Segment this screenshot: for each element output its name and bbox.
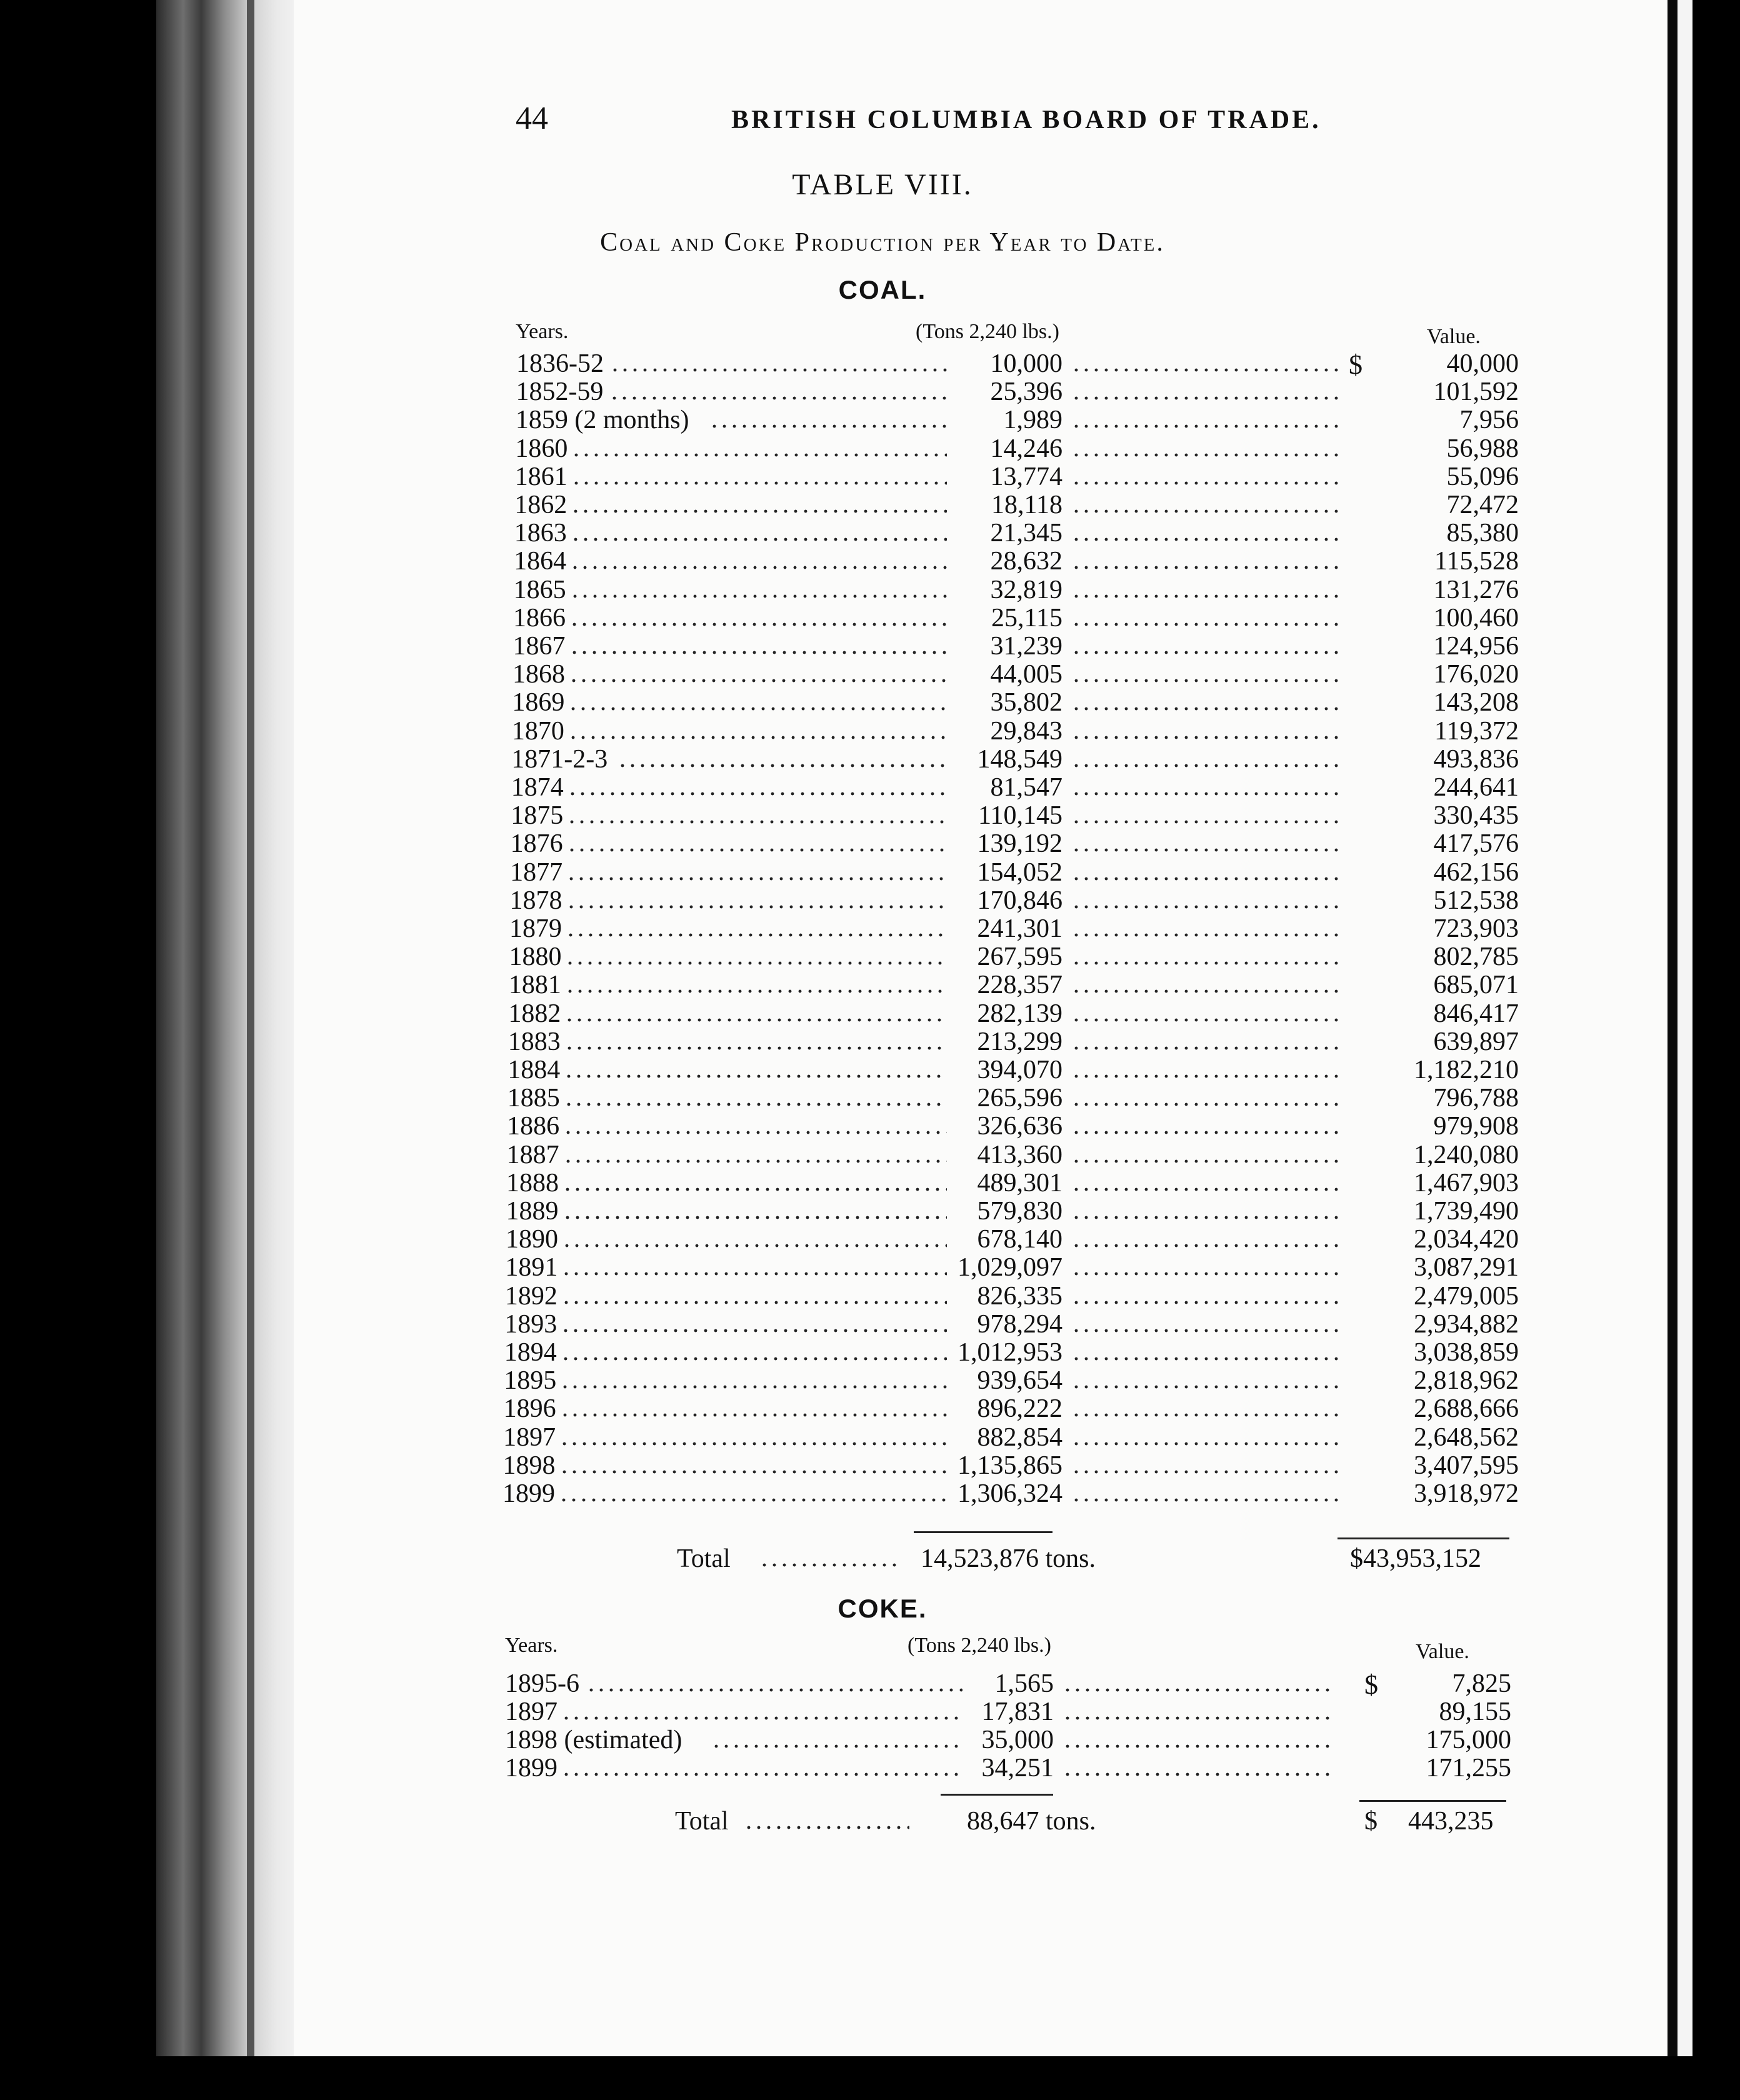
coal-value-cell: 512,538 [1433, 886, 1519, 915]
coal-tons-cell: 978,294 [977, 1309, 1062, 1339]
coal-table-row [0, 575, 1740, 602]
coal-year-cell: 1896 [503, 1394, 556, 1424]
coal-tons-cell: 148,549 [977, 744, 1062, 774]
coal-year-cell: 1860 [515, 434, 568, 463]
coal-year-cell: 1883 [508, 1027, 561, 1056]
coke-total-currency: $ [1364, 1807, 1378, 1836]
coal-table-row [0, 1394, 1740, 1424]
coke-tons-cell: 35,000 [981, 1726, 1054, 1754]
leader-dots [571, 481, 947, 486]
leader-dots [566, 932, 947, 938]
coal-year-cell: 1875 [511, 801, 564, 831]
leader-dots [1071, 1328, 1342, 1333]
coal-year-cell: 1859 (2 months) [515, 406, 689, 435]
leader-dots [1071, 594, 1342, 599]
coal-value-cell: 493,836 [1433, 744, 1519, 774]
coal-value-cell: 7,956 [1459, 406, 1519, 435]
leader-dots [564, 1046, 947, 1051]
coal-value-cell: 2,688,666 [1414, 1394, 1519, 1424]
coal-table-row [0, 1196, 1740, 1224]
coal-year-cell: 1876 [510, 829, 563, 859]
leader-dots [561, 1271, 947, 1276]
coal-tons-cell: 10,000 [990, 349, 1062, 378]
leader-dots [569, 678, 947, 683]
leader-dots [1071, 1215, 1342, 1220]
leader-dots [571, 452, 947, 458]
leader-dots [566, 904, 947, 909]
leader-dots [561, 1300, 947, 1305]
coal-value-cell: 124,956 [1433, 632, 1519, 661]
coal-value-cell: 3,038,859 [1414, 1338, 1519, 1367]
coal-tons-cell: 44,005 [990, 660, 1062, 689]
coal-value-cell: 979,908 [1433, 1112, 1519, 1141]
coal-value-cell: 85,380 [1446, 519, 1519, 548]
coal-tons-cell: 213,299 [977, 1027, 1062, 1056]
coal-value-cell: 2,479,005 [1414, 1281, 1519, 1311]
leader-dots [1071, 1130, 1342, 1135]
coal-table-row [0, 1083, 1740, 1111]
coal-value-cell: 2,818,962 [1414, 1366, 1519, 1396]
coal-year-cell: 1868 [512, 660, 565, 689]
leader-dots [560, 1384, 947, 1389]
leader-dots [609, 396, 947, 401]
coal-year-cell: 1836-52 [516, 349, 604, 378]
coal-year-cell: 1862 [514, 491, 568, 519]
leader-dots [1071, 791, 1342, 796]
leader-dots [564, 1074, 947, 1079]
coal-table-row [0, 377, 1740, 407]
coke-col-years: Years. [505, 1634, 558, 1657]
coal-table-row [0, 1055, 1740, 1082]
leader-dots [1071, 706, 1342, 711]
coke-total-value: 443,235 [1408, 1807, 1494, 1836]
leader-dots [1071, 650, 1342, 655]
coal-table-row [0, 546, 1740, 574]
leader-dots [1071, 396, 1342, 401]
leader-dots [1071, 537, 1342, 542]
coal-table-row [0, 914, 1740, 941]
coke-tons-total-rule [941, 1794, 1053, 1796]
coke-table-row [0, 1753, 1740, 1781]
coal-table-row [0, 405, 1740, 435]
leader-dots [1071, 876, 1342, 881]
leader-dots [1071, 1102, 1342, 1107]
coke-year-cell: 1897 [505, 1698, 558, 1726]
scan-border [0, 2056, 1740, 2100]
coal-total-label: Total [677, 1544, 731, 1573]
coal-currency-symbol: $ [1349, 349, 1362, 380]
coal-tons-cell: 35,802 [990, 688, 1062, 718]
leader-dots [1071, 961, 1342, 966]
coal-value-cell: 119,372 [1434, 716, 1519, 746]
coal-value-cell: 330,435 [1433, 801, 1519, 831]
coal-year-cell: 1898 [502, 1451, 556, 1480]
leader-dots [1071, 1300, 1342, 1305]
leader-dots [1071, 424, 1342, 429]
coal-value-cell: 639,897 [1433, 1027, 1519, 1056]
coke-year-cell: 1895-6 [505, 1669, 579, 1698]
leader-dots [1062, 1716, 1332, 1721]
leader-dots [569, 650, 948, 655]
coal-value-cell: 115,528 [1434, 547, 1519, 576]
coal-total-value: $43,953,152 [1350, 1544, 1481, 1573]
coal-table-row [0, 518, 1740, 546]
coal-col-tons: (Tons 2,240 lbs.) [916, 320, 1059, 343]
running-title: BRITISH COLUMBIA BOARD OF TRADE. [731, 106, 1321, 134]
leader-dots [1071, 819, 1342, 824]
table-title: TABLE VIII. [792, 168, 973, 201]
leader-dots [559, 1469, 947, 1474]
leader-dots [1071, 932, 1342, 938]
leader-dots [565, 989, 947, 994]
coal-tons-cell: 21,345 [990, 519, 1062, 548]
coal-table-row [0, 349, 1740, 380]
coal-value-cell: 244,641 [1433, 773, 1519, 802]
coal-value-cell: 101,592 [1433, 378, 1519, 407]
coal-table-row [0, 659, 1740, 687]
coal-tons-cell: 394,070 [977, 1056, 1062, 1084]
coal-value-cell: 3,087,291 [1414, 1253, 1519, 1282]
running-head [0, 100, 1740, 144]
coal-year-cell: 1897 [503, 1422, 556, 1452]
coal-year-cell: 1885 [507, 1084, 560, 1113]
coal-table-row [0, 999, 1740, 1026]
coal-tons-cell: 228,357 [977, 971, 1062, 1000]
leader-dots [564, 1018, 947, 1022]
coke-table-row [0, 1725, 1740, 1752]
leader-dots [1062, 1744, 1332, 1749]
coal-year-cell: 1871-2-3 [511, 744, 608, 774]
leader-dots [567, 848, 947, 852]
leader-dots [1071, 622, 1342, 627]
coke-total-tons: 88,647 tons. [967, 1807, 1096, 1836]
leader-dots [610, 368, 947, 372]
coal-heading: COAL. [838, 275, 927, 304]
coke-value-cell: 175,000 [1426, 1726, 1511, 1754]
coal-tons-cell: 154,052 [977, 858, 1062, 887]
coal-col-value: Value. [1427, 325, 1481, 348]
leader-dots [561, 1328, 947, 1333]
coal-table-row [0, 1168, 1740, 1196]
coal-year-cell: 1880 [509, 942, 562, 972]
coke-tons-cell: 1,565 [994, 1669, 1054, 1698]
leader-dots [1071, 1441, 1342, 1446]
coal-year-cell: 1879 [509, 914, 562, 943]
leader-dots [1071, 509, 1342, 514]
coal-tons-cell: 13,774 [990, 462, 1062, 491]
coal-value-cell: 1,467,903 [1414, 1168, 1519, 1198]
leader-dots [568, 791, 947, 796]
coal-tons-cell: 282,139 [977, 999, 1062, 1028]
leader-dots [1071, 368, 1342, 372]
coke-value-cell: 171,255 [1426, 1754, 1511, 1782]
coke-total-dots [744, 1825, 909, 1830]
coal-table-row [0, 603, 1740, 631]
coal-year-cell: 1865 [513, 575, 566, 604]
coal-table-row [0, 688, 1740, 718]
coal-value-cell: 1,240,080 [1414, 1140, 1519, 1169]
leader-dots [563, 1130, 947, 1135]
coal-value-cell: 2,648,562 [1414, 1422, 1519, 1452]
table-subtitle: Coal and Coke Production per Year to Date. [600, 228, 1165, 257]
coal-year-cell: 1861 [514, 462, 568, 491]
coal-value-cell: 40,000 [1446, 349, 1519, 378]
coke-year-cell: 1898 (estimated) [505, 1726, 682, 1754]
coal-table-row [0, 801, 1740, 831]
coal-tons-cell: 1,989 [1003, 406, 1062, 435]
coal-value-cell: 55,096 [1446, 462, 1519, 491]
coal-year-cell: 1881 [508, 971, 561, 1000]
coal-tons-cell: 170,846 [977, 886, 1062, 915]
coal-table-row [0, 858, 1740, 885]
coal-tons-cell: 579,830 [977, 1197, 1062, 1226]
leader-dots [568, 735, 947, 740]
coal-year-cell: 1852-59 [516, 378, 604, 407]
coal-tons-cell: 267,595 [977, 942, 1062, 972]
coal-tons-cell: 1,306,324 [958, 1479, 1062, 1508]
coal-tons-cell: 25,396 [990, 378, 1062, 407]
leader-dots [1071, 989, 1342, 994]
coal-value-total-rule [1338, 1538, 1509, 1539]
coal-tons-cell: 489,301 [977, 1168, 1062, 1198]
coal-total-dots [759, 1562, 900, 1568]
coal-year-cell: 1874 [511, 773, 564, 802]
coke-table-row [0, 1669, 1740, 1700]
leader-dots [1071, 1271, 1342, 1276]
coal-value-cell: 100,460 [1433, 603, 1519, 632]
coal-value-cell: 3,918,972 [1414, 1479, 1519, 1508]
coke-heading: COKE. [838, 1594, 928, 1623]
leader-dots [1071, 1074, 1342, 1079]
coal-value-cell: 802,785 [1433, 942, 1519, 972]
coal-table-row [0, 1422, 1740, 1450]
leader-dots [568, 706, 947, 711]
coke-value-cell: 7,825 [1452, 1669, 1511, 1698]
coke-currency-symbol: $ [1364, 1669, 1378, 1700]
leader-dots [1071, 1412, 1342, 1418]
coal-year-cell: 1863 [514, 519, 567, 548]
coal-tons-cell: 14,246 [990, 434, 1062, 463]
leader-dots [569, 622, 947, 627]
coal-year-cell: 1867 [512, 632, 566, 661]
coal-tons-cell: 81,547 [990, 773, 1062, 802]
coal-table-row [0, 1338, 1740, 1365]
coal-year-cell: 1882 [508, 999, 561, 1028]
coal-value-cell: 3,407,595 [1414, 1451, 1519, 1480]
coal-table-row [0, 1309, 1740, 1337]
coke-value-total-rule [1359, 1800, 1506, 1802]
coal-value-cell: 723,903 [1433, 914, 1519, 943]
coal-table-row [0, 490, 1740, 518]
coal-value-cell: 1,182,210 [1414, 1056, 1519, 1084]
coal-year-cell: 1894 [504, 1338, 557, 1367]
coke-year-cell: 1899 [505, 1754, 558, 1782]
leader-dots [1071, 904, 1342, 909]
coal-value-cell: 56,988 [1446, 434, 1519, 463]
coal-year-cell: 1893 [504, 1309, 558, 1339]
coal-tons-cell: 32,819 [990, 575, 1062, 604]
coal-tons-cell: 31,239 [990, 632, 1062, 661]
leader-dots [559, 1441, 947, 1446]
coal-value-cell: 462,156 [1433, 858, 1519, 887]
coal-year-cell: 1890 [505, 1225, 558, 1254]
coal-value-cell: 72,472 [1446, 491, 1519, 519]
coal-table-row [0, 434, 1740, 461]
coal-year-cell: 1895 [504, 1366, 557, 1396]
coal-year-cell: 1877 [510, 858, 563, 887]
coal-table-row [0, 744, 1740, 772]
coal-tons-cell: 265,596 [977, 1084, 1062, 1113]
coal-tons-cell: 882,854 [977, 1422, 1062, 1452]
coal-tons-cell: 29,843 [990, 716, 1062, 746]
coke-tons-cell: 17,831 [981, 1698, 1054, 1726]
coal-table-row [0, 1281, 1740, 1309]
leader-dots [1071, 1469, 1342, 1474]
leader-dots [570, 594, 947, 599]
coke-total-label: Total [675, 1807, 729, 1836]
leader-dots [1071, 565, 1342, 570]
leader-dots [565, 961, 947, 966]
coal-tons-cell: 28,632 [990, 547, 1062, 576]
coal-tons-cell: 139,192 [977, 829, 1062, 859]
coal-tons-cell: 826,335 [977, 1281, 1062, 1311]
coal-table-row [0, 716, 1740, 744]
coke-value-cell: 89,155 [1439, 1698, 1511, 1726]
leader-dots [1071, 1356, 1342, 1361]
leader-dots [618, 763, 947, 768]
coal-table-row [0, 1479, 1740, 1506]
leader-dots [562, 1243, 947, 1248]
leader-dots [561, 1356, 947, 1361]
coal-total-tons: 14,523,876 tons. [921, 1544, 1096, 1573]
coal-year-cell: 1899 [502, 1479, 555, 1508]
coal-year-cell: 1864 [514, 547, 567, 576]
coal-tons-cell: 25,115 [991, 603, 1062, 632]
coal-table-row [0, 1252, 1740, 1280]
coal-col-years: Years. [516, 320, 569, 343]
leader-dots [1071, 1243, 1342, 1248]
coal-year-cell: 1889 [506, 1197, 559, 1226]
coal-value-cell: 131,276 [1433, 575, 1519, 604]
coke-table-row [0, 1697, 1740, 1724]
coal-year-cell: 1892 [504, 1281, 558, 1311]
coal-year-cell: 1866 [513, 603, 566, 632]
coal-table-row [0, 1224, 1740, 1252]
coal-table-row [0, 772, 1740, 800]
coal-tons-total-rule [914, 1531, 1052, 1533]
coal-year-cell: 1884 [508, 1056, 561, 1084]
coal-table-row [0, 631, 1740, 659]
leader-dots [571, 509, 947, 514]
coal-tons-cell: 896,222 [977, 1394, 1062, 1424]
leader-dots [566, 876, 947, 881]
coal-table-row [0, 1027, 1740, 1054]
leader-dots [1071, 481, 1342, 486]
coal-table-row [0, 942, 1740, 972]
leader-dots [1071, 1384, 1342, 1389]
leader-dots [1071, 1018, 1342, 1022]
coal-value-cell: 143,208 [1433, 688, 1519, 718]
coke-col-value: Value. [1416, 1640, 1469, 1663]
coal-value-cell: 417,576 [1433, 829, 1519, 859]
leader-dots [564, 1102, 947, 1107]
coal-year-cell: 1891 [505, 1253, 558, 1282]
leader-dots [1071, 763, 1342, 768]
coal-year-cell: 1869 [512, 688, 565, 718]
coke-col-tons: (Tons 2,240 lbs.) [908, 1634, 1051, 1657]
coal-table-row [0, 1451, 1740, 1478]
leader-dots [570, 565, 947, 570]
coal-year-cell: 1888 [506, 1168, 559, 1198]
coal-tons-cell: 413,360 [977, 1140, 1062, 1169]
coal-table-row [0, 462, 1740, 489]
coal-table-row [0, 1140, 1740, 1168]
leader-dots [1071, 735, 1342, 740]
coal-tons-cell: 1,029,097 [958, 1253, 1062, 1282]
coal-tons-cell: 18,118 [991, 491, 1062, 519]
coal-value-cell: 796,788 [1433, 1084, 1519, 1113]
page-number: 44 [516, 101, 548, 136]
leader-dots [1071, 678, 1342, 683]
leader-dots [1062, 1688, 1332, 1692]
coal-table-row [0, 970, 1740, 998]
coal-value-cell: 176,020 [1433, 660, 1519, 689]
coal-table-row [0, 1366, 1740, 1396]
leader-dots [1071, 1498, 1342, 1502]
leader-dots [571, 537, 947, 542]
coal-tons-cell: 1,135,865 [958, 1451, 1062, 1480]
coal-tons-cell: 1,012,953 [958, 1338, 1062, 1367]
coal-tons-cell: 241,301 [977, 914, 1062, 943]
coal-value-cell: 1,739,490 [1414, 1197, 1519, 1226]
coal-table-row [0, 886, 1740, 913]
coal-tons-cell: 110,145 [978, 801, 1062, 831]
leader-dots [562, 1215, 948, 1220]
coal-year-cell: 1887 [506, 1140, 559, 1169]
leader-dots [559, 1498, 947, 1502]
coal-value-cell: 2,934,882 [1414, 1309, 1519, 1339]
coal-value-cell: 685,071 [1433, 971, 1519, 1000]
leader-dots [1071, 848, 1342, 852]
coal-year-cell: 1878 [509, 886, 562, 915]
coal-value-cell: 2,034,420 [1414, 1225, 1519, 1254]
coal-tons-cell: 678,140 [977, 1225, 1062, 1254]
leader-dots [563, 1159, 947, 1164]
leader-dots [1071, 452, 1342, 458]
leader-dots [1071, 1159, 1342, 1164]
coke-tons-cell: 34,251 [981, 1754, 1054, 1782]
coal-year-cell: 1870 [511, 716, 564, 746]
leader-dots [1062, 1772, 1332, 1777]
leader-dots [560, 1412, 947, 1418]
coal-year-cell: 1886 [507, 1112, 560, 1141]
coal-table-row [0, 1111, 1740, 1139]
leader-dots [1071, 1187, 1342, 1192]
coal-tons-cell: 939,654 [977, 1366, 1062, 1396]
coal-value-cell: 846,417 [1433, 999, 1519, 1028]
leader-dots [1071, 1046, 1342, 1051]
coal-tons-cell: 326,636 [977, 1112, 1062, 1141]
leader-dots [567, 819, 947, 824]
leader-dots [562, 1187, 947, 1192]
coal-table-row [0, 829, 1740, 859]
